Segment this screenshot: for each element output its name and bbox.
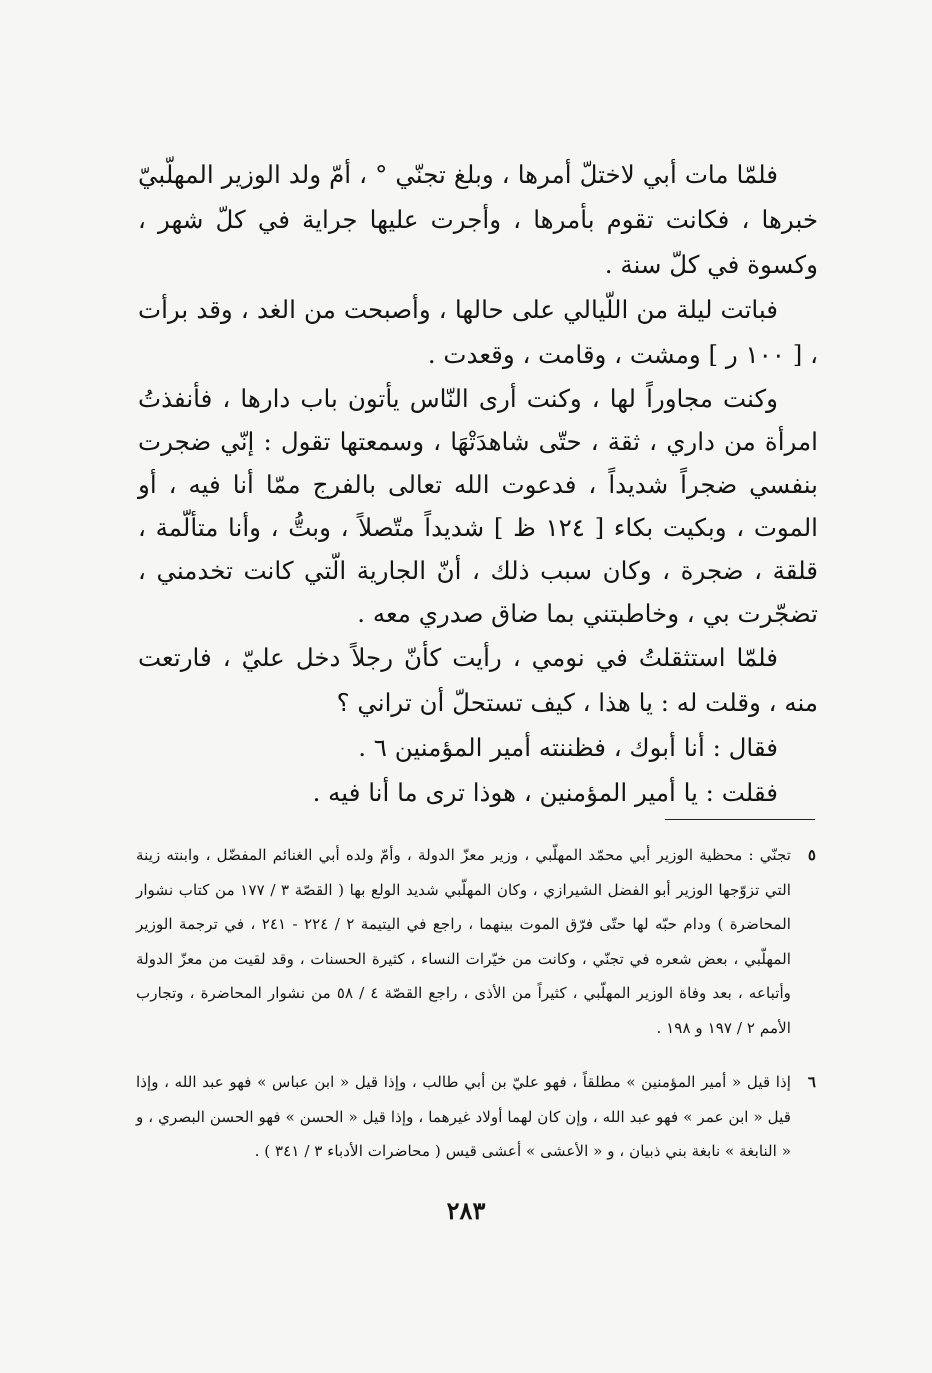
footnote <box>136 1065 816 1169</box>
paragraph: فقلت : يا أمير المؤمنين ، هوذا ترى ما أنا فيه . <box>312 778 778 807</box>
paragraph: فلمّا مات أبي لاختلّ أمرها ، وبلغ تجنّي ° ، أمّ ولد الوزير المهلّبيّ خبرها ، فكانت تقوم بأمرها ، وأجرت عليها جراية في كلّ شهر ، وكسوة في كلّ سنة . <box>138 160 818 279</box>
footnote-number: ٦ <box>807 1073 816 1091</box>
paragraph: فقال : أنا أبوك ، فظننته أمير المؤمنين ٦ . <box>358 733 778 762</box>
paragraph: وكنت مجاوراً لها ، وكنت أرى النّاس يأتون باب دارها ، فأنفذتُ امرأة من داري ، ثقة ، حتّى شاهدَتْهَا ، وسمعتها تقول : إنّي ضجرت بنفسي ضجراً شديداً ، فدعوت الله تعالى بالفرج ممّا أنا فيه ، أو الموت ، وبكيت بكاء [ ١٢٤ ظ ] شديداً متّصلاً ، وبتُّ ، وأنا متألّمة ، قلقة ، ضجرة ، وكان سبب ذلك ، أنّ الجارية الّتي كانت تخدمني ، تضجّرت بي ، وخاطبتني بما ضاق صدري معه . <box>138 384 818 628</box>
paragraph: فلمّا استثقلتُ في نومي ، رأيت كأنّ رجلاً دخل عليّ ، فارتعت منه ، وقلت له : يا هذا ، كيف تستحلّ أن تراني ؟ <box>138 643 818 717</box>
paragraph: فباتت ليلة من اللّيالي على حالها ، وأصبحت من الغد ، وقد برأت ، [ ١٠٠ ر ] ومشت ، وقامت ، وقعدت . <box>138 295 818 369</box>
footnote-text: إذا قيل « أمير المؤمنين » مطلقاً ، فهو عليّ بن أبي طالب ، وإذا قيل « ابن عباس » فهو عبد الله ، وإذا قيل « ابن عمر » فهو عبد الله ، وإن كان لهما أولاد غيرهما ، وإذا قيل « الحسن » فهو الحسن البصري ، و « النابغة » نابغة بني ذبيان ، و « الأعشى » أعشى قيس ( محاضرات الأدباء ٣ / ٣٤١ ) . <box>136 1073 791 1160</box>
footnote-number: ٥ <box>807 846 816 864</box>
page-number: ٢٨٣ <box>446 1196 486 1225</box>
footnote <box>136 838 816 1045</box>
footnote-divider <box>665 819 815 820</box>
footnotes <box>136 838 816 1169</box>
footnote-text: تجنّي : محظية الوزير أبي محمّد المهلّبي ، وزير معزّ الدولة ، وأمّ ولده أبي الغنائم المفضّل ، وابنته زينة التي تزوّجها الوزير أبو الفضل الشيرازي ، وكان المهلّبي شديد الولع بها ( القصّة ٣ / ١٧٧ من كتاب نشوار المحاضرة ) ودام حبّه لها حتّى فرّق الموت بينهما ، راجع في اليتيمة ٢ / ٢٢٤ - ٢٤١ ، في ترجمة الوزير المهلّبي ، بعض شعره في تجنّي ، وكانت من خيّرات النساء ، كثيرة الحسنات ، وقد لقيت من معزّ الدولة وأتباعه ، بعد وفاة الوزير المهلّبي ، كثيراً من الأذى ، راجع القصّة ٤ / ٥٨ من نشوار المحاضرة ، وتجارب الأمم ٢ / ١٩٧ و ١٩٨ . <box>136 846 792 1037</box>
main-text <box>138 152 818 815</box>
